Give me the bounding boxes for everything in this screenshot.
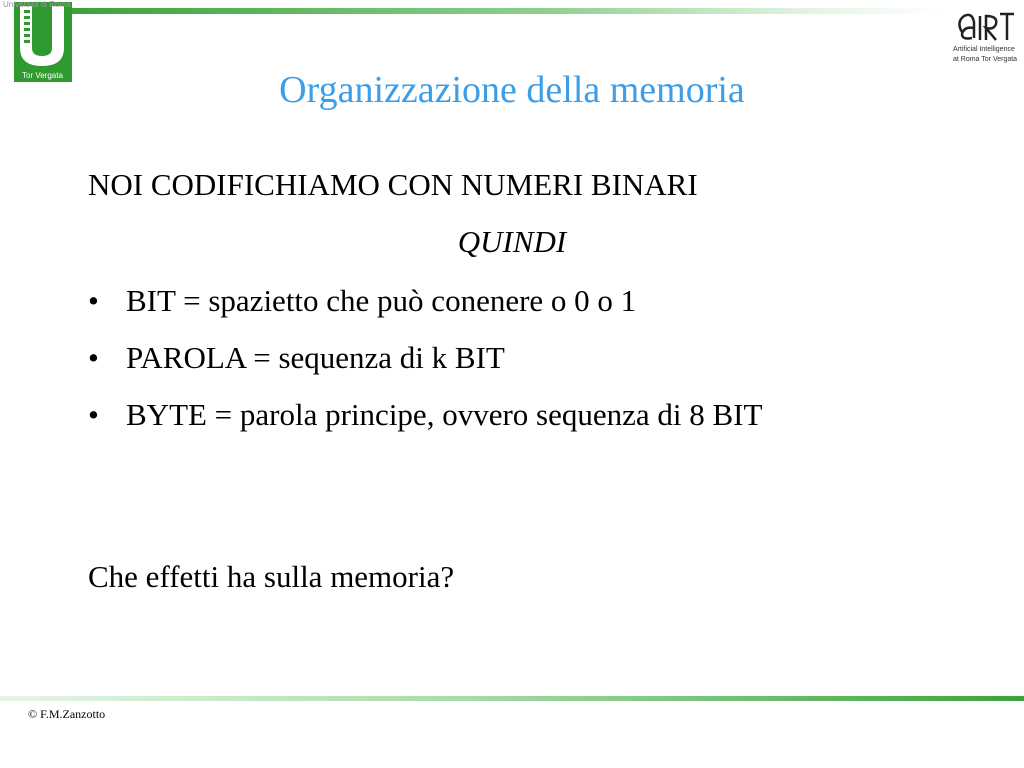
bullet-text: BYTE = parola principe, ovvero sequenza di 8 BIT [126,397,763,432]
university-name: Università di Roma [3,0,71,9]
footer-copyright: © F.M.Zanzotto [28,707,106,721]
slide-intro: NOI CODIFICHIAMO CON NUMERI BINARI [88,167,698,202]
bullet-list [88,282,888,453]
slide-quindi: QUINDI [457,224,567,259]
bullet-text: PAROLA = sequenza di k BIT [126,340,505,375]
art-logo-line1: Artificial Intelligence [953,46,1015,53]
header-top-bar [72,8,942,14]
bullet-item [88,282,888,320]
footer-bar [0,696,1024,701]
art-logo-line2: at Roma Tor Vergata [953,56,1018,63]
bullet-icon: • [88,397,99,432]
bullet-item [88,339,888,377]
bullet-icon: • [88,283,99,318]
bullet-text: BIT = spazietto che può conenere o 0 o 1 [126,283,637,318]
bullet-icon: • [88,340,99,375]
university-campus: Tor Vergata [22,71,63,80]
slide-question: Che effetti ha sulla memoria? [88,559,455,594]
bullet-item [88,396,846,434]
slide-title: Organizzazione della memoria [279,69,745,111]
